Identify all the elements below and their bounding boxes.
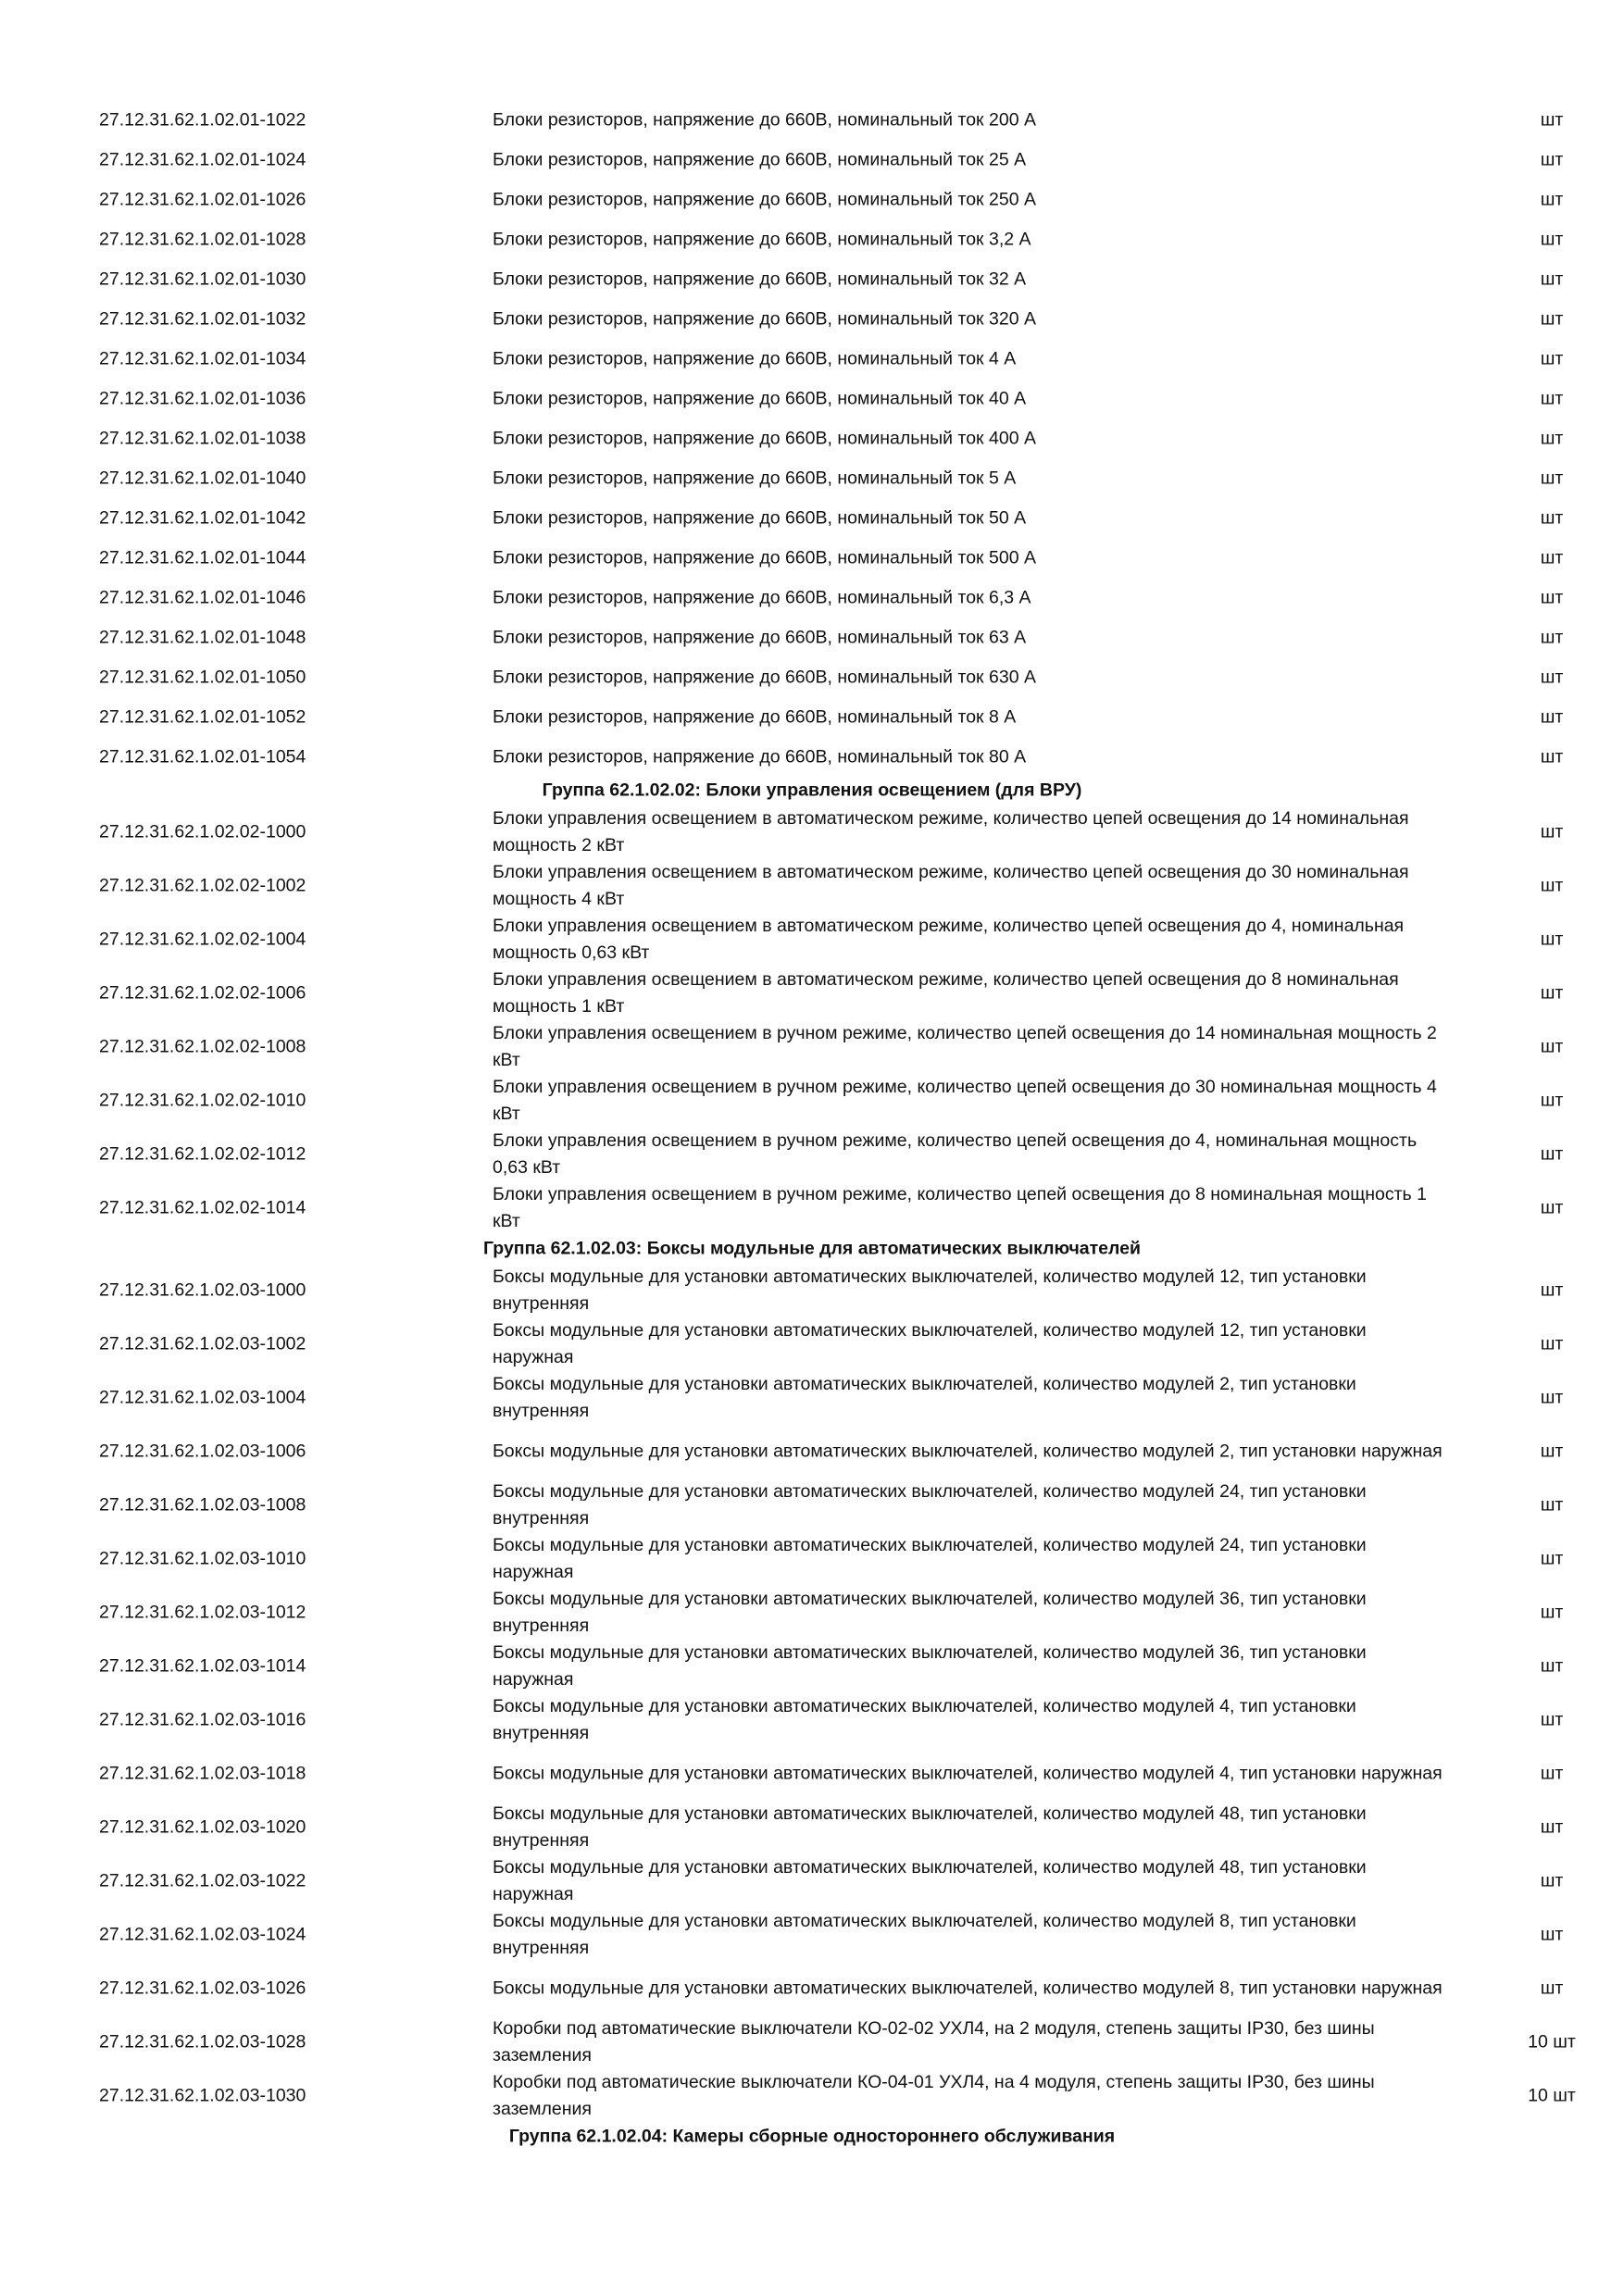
table-row xyxy=(0,379,1624,418)
item-unit: шт xyxy=(1540,627,1564,647)
item-unit: шт xyxy=(1540,507,1564,528)
group-title: Группа 62.1.02.03: Боксы модульные для автоматических выключателей xyxy=(482,1238,1141,1258)
item-code: 27.12.31.62.1.02.03-1002 xyxy=(99,1333,306,1354)
item-unit: шт xyxy=(1540,1143,1564,1165)
table-row xyxy=(0,1020,1624,1074)
item-name: Блоки управления освещением в автоматическом режиме, количество цепей освещения до 30 номинальная мощность 4 кВт xyxy=(493,862,1409,909)
item-name: Блоки управления освещением в автоматическом режиме, количество цепей освещения до 4, номинальная мощность 0,63 кВт xyxy=(493,916,1405,963)
table-row xyxy=(0,657,1624,697)
item-name: Боксы модульные для установки автоматических выключателей, количество модулей 2, тип установки внутренняя xyxy=(493,1374,1356,1421)
table-row xyxy=(0,299,1624,339)
item-unit: шт xyxy=(1540,1816,1564,1838)
item-name: Блоки резисторов, напряжение до 660В, номинальный ток 50 А xyxy=(493,507,1027,528)
item-code: 27.12.31.62.1.02.02-1006 xyxy=(99,982,306,1004)
item-name: Блоки резисторов, напряжение до 660В, номинальный ток 320 А xyxy=(493,308,1036,329)
item-name: Блоки резисторов, напряжение до 660В, номинальный ток 5 А xyxy=(493,468,1017,488)
table-row xyxy=(0,1693,1624,1747)
item-unit: 10 шт xyxy=(1528,2085,1576,2106)
item-code: 27.12.31.62.1.02.03-1026 xyxy=(99,1978,306,1999)
item-code: 27.12.31.62.1.02.03-1024 xyxy=(99,1924,306,1945)
item-code: 27.12.31.62.1.02.03-1012 xyxy=(99,1602,306,1623)
item-unit: шт xyxy=(1540,1441,1564,1462)
group-title: Группа 62.1.02.04: Камеры сборные одностороннего обслуживания xyxy=(508,2126,1116,2146)
item-unit: шт xyxy=(1540,667,1564,687)
table-row xyxy=(0,1801,1624,1854)
item-unit: шт xyxy=(1540,1924,1564,1945)
item-unit: шт xyxy=(1540,1763,1564,1784)
item-unit: шт xyxy=(1540,388,1564,408)
item-unit: шт xyxy=(1540,982,1564,1004)
item-code: 27.12.31.62.1.02.01-1048 xyxy=(99,627,306,647)
item-code: 27.12.31.62.1.02.02-1002 xyxy=(99,875,306,896)
item-code: 27.12.31.62.1.02.01-1050 xyxy=(99,667,306,687)
table-row xyxy=(0,1854,1624,1908)
item-name: Блоки резисторов, напряжение до 660В, номинальный ток 4 А xyxy=(493,348,1017,368)
item-code: 27.12.31.62.1.02.01-1044 xyxy=(99,547,306,568)
item-name: Блоки резисторов, напряжение до 660В, номинальный ток 6,3 А xyxy=(493,587,1031,607)
item-unit: шт xyxy=(1540,428,1564,448)
item-name: Коробки под автоматические выключатели КО-04-01 УХЛ4, на 4 модуля, степень защиты IP30, без шины заземления xyxy=(493,2072,1375,2119)
item-code: 27.12.31.62.1.02.01-1028 xyxy=(99,229,306,249)
item-unit: шт xyxy=(1540,1494,1564,1516)
table-row xyxy=(0,805,1624,859)
item-code: 27.12.31.62.1.02.01-1034 xyxy=(99,348,306,368)
item-code: 27.12.31.62.1.02.02-1000 xyxy=(99,821,306,842)
item-name: Блоки резисторов, напряжение до 660В, номинальный ток 630 А xyxy=(493,667,1036,687)
item-name: Боксы модульные для установки автоматических выключателей, количество модулей 2, тип установки наружная xyxy=(493,1441,1443,1462)
item-name: Боксы модульные для установки автоматических выключателей, количество модулей 4, тип установки наружная xyxy=(493,1763,1443,1784)
item-unit: шт xyxy=(1540,1655,1564,1677)
item-name: Боксы модульные для установки автоматических выключателей, количество модулей 8, тип установки наружная xyxy=(493,1978,1443,1999)
group-header-row xyxy=(0,2123,1624,2150)
item-name: Боксы модульные для установки автоматических выключателей, количество модулей 8, тип установки внутренняя xyxy=(493,1911,1356,1958)
table-row xyxy=(0,180,1624,219)
item-name: Блоки резисторов, напряжение до 660В, номинальный ток 8 А xyxy=(493,706,1017,727)
item-code: 27.12.31.62.1.02.02-1008 xyxy=(99,1036,306,1057)
item-code: 27.12.31.62.1.02.01-1024 xyxy=(99,149,306,169)
item-name: Коробки под автоматические выключатели КО-02-02 УХЛ4, на 2 модуля, степень защиты IP30, без шины заземления xyxy=(493,2018,1375,2065)
item-code: 27.12.31.62.1.02.03-1022 xyxy=(99,1870,306,1891)
table-row xyxy=(0,1747,1624,1801)
item-name: Блоки резисторов, напряжение до 660В, номинальный ток 3,2 А xyxy=(493,229,1031,249)
item-name: Боксы модульные для установки автоматических выключателей, количество модулей 36, тип установки наружная xyxy=(493,1642,1367,1690)
item-unit: 10 шт xyxy=(1528,2031,1576,2053)
item-unit: шт xyxy=(1540,1870,1564,1891)
item-unit: шт xyxy=(1540,229,1564,249)
table-row xyxy=(0,1317,1624,1371)
item-code: 27.12.31.62.1.02.02-1004 xyxy=(99,929,306,950)
item-code: 27.12.31.62.1.02.03-1010 xyxy=(99,1548,306,1569)
table-row xyxy=(0,1264,1624,1317)
item-name: Боксы модульные для установки автоматических выключателей, количество модулей 48, тип установки внутренняя xyxy=(493,1803,1367,1851)
table-row xyxy=(0,100,1624,140)
item-code: 27.12.31.62.1.02.01-1040 xyxy=(99,468,306,488)
item-unit: шт xyxy=(1540,1387,1564,1408)
item-unit: шт xyxy=(1540,189,1564,209)
item-name: Блоки резисторов, напряжение до 660В, номинальный ток 400 А xyxy=(493,428,1036,448)
item-code: 27.12.31.62.1.02.01-1038 xyxy=(99,428,306,448)
item-name: Блоки управления освещением в автоматическом режиме, количество цепей освещения до 8 номинальная мощность 1 кВт xyxy=(493,969,1399,1017)
item-code: 27.12.31.62.1.02.01-1054 xyxy=(99,746,306,767)
item-unit: шт xyxy=(1540,149,1564,169)
item-name: Боксы модульные для установки автоматических выключателей, количество модулей 24, тип установки наружная xyxy=(493,1535,1367,1582)
table-row xyxy=(0,1586,1624,1640)
item-unit: шт xyxy=(1540,468,1564,488)
item-name: Блоки резисторов, напряжение до 660В, номинальный ток 80 А xyxy=(493,746,1027,767)
item-unit: шт xyxy=(1540,1333,1564,1354)
item-code: 27.12.31.62.1.02.03-1016 xyxy=(99,1709,306,1730)
item-code: 27.12.31.62.1.02.01-1036 xyxy=(99,388,306,408)
item-name: Боксы модульные для установки автоматических выключателей, количество модулей 36, тип установки внутренняя xyxy=(493,1589,1367,1636)
item-unit: шт xyxy=(1540,1709,1564,1730)
item-name: Блоки резисторов, напряжение до 660В, номинальный ток 40 А xyxy=(493,388,1027,408)
item-unit: шт xyxy=(1540,348,1564,368)
group-header-row xyxy=(0,1235,1624,1262)
item-name: Боксы модульные для установки автоматических выключателей, количество модулей 4, тип установки внутренняя xyxy=(493,1696,1356,1743)
table-row xyxy=(0,2015,1624,2069)
item-unit: шт xyxy=(1540,821,1564,842)
table-row xyxy=(0,1908,1624,1962)
item-unit: шт xyxy=(1540,1279,1564,1301)
item-code: 27.12.31.62.1.02.01-1046 xyxy=(99,587,306,607)
table-row xyxy=(0,1479,1624,1532)
item-name: Блоки резисторов, напряжение до 660В, номинальный ток 25 А xyxy=(493,149,1027,169)
item-unit: шт xyxy=(1540,1602,1564,1623)
item-unit: шт xyxy=(1540,929,1564,950)
item-code: 27.12.31.62.1.02.01-1032 xyxy=(99,308,306,329)
table-row xyxy=(0,538,1624,578)
table-row xyxy=(0,1640,1624,1693)
table-row xyxy=(0,618,1624,657)
group-title: Группа 62.1.02.02: Блоки управления освещением (для ВРУ) xyxy=(542,780,1082,800)
item-unit: шт xyxy=(1540,268,1564,289)
item-unit: шт xyxy=(1540,1036,1564,1057)
table-row xyxy=(0,1371,1624,1425)
item-code: 27.12.31.62.1.02.02-1012 xyxy=(99,1143,306,1165)
table-row xyxy=(0,339,1624,379)
item-unit: шт xyxy=(1540,1197,1564,1218)
item-unit: шт xyxy=(1540,875,1564,896)
item-name: Блоки резисторов, напряжение до 660В, номинальный ток 250 А xyxy=(493,189,1036,209)
table-row xyxy=(0,1425,1624,1479)
item-name: Блоки резисторов, напряжение до 660В, номинальный ток 32 А xyxy=(493,268,1027,289)
item-code: 27.12.31.62.1.02.01-1022 xyxy=(99,109,306,130)
item-code: 27.12.31.62.1.02.01-1026 xyxy=(99,189,306,209)
table-row xyxy=(0,737,1624,777)
item-name: Блоки резисторов, напряжение до 660В, номинальный ток 500 А xyxy=(493,547,1036,568)
item-name: Боксы модульные для установки автоматических выключателей, количество модулей 48, тип установки наружная xyxy=(493,1857,1367,1904)
item-code: 27.12.31.62.1.02.03-1020 xyxy=(99,1816,306,1838)
item-name: Блоки управления освещением в ручном режиме, количество цепей освещения до 14 номинальная мощность 2 кВт xyxy=(493,1023,1437,1070)
table-row xyxy=(0,1128,1624,1181)
item-name: Боксы модульные для установки автоматических выключателей, количество модулей 12, тип установки внутренняя xyxy=(493,1267,1367,1314)
table-row xyxy=(0,967,1624,1020)
table-row xyxy=(0,913,1624,967)
item-code: 27.12.31.62.1.02.01-1052 xyxy=(99,706,306,727)
item-code: 27.12.31.62.1.02.03-1014 xyxy=(99,1655,306,1677)
item-name: Блоки резисторов, напряжение до 660В, номинальный ток 63 А xyxy=(493,627,1027,647)
item-name: Боксы модульные для установки автоматических выключателей, количество модулей 24, тип установки внутренняя xyxy=(493,1481,1367,1529)
item-unit: шт xyxy=(1540,587,1564,607)
group-header-row xyxy=(0,777,1624,804)
item-name: Блоки управления освещением в ручном режиме, количество цепей освещения до 4, номинальная мощность 0,63 кВт xyxy=(493,1130,1418,1178)
table-row xyxy=(0,1181,1624,1235)
item-code: 27.12.31.62.1.02.03-1030 xyxy=(99,2085,306,2106)
item-name: Блоки резисторов, напряжение до 660В, номинальный ток 200 А xyxy=(493,109,1036,130)
table-row xyxy=(0,259,1624,299)
table-row xyxy=(0,1962,1624,2015)
item-code: 27.12.31.62.1.02.03-1018 xyxy=(99,1763,306,1784)
item-code: 27.12.31.62.1.02.03-1008 xyxy=(99,1494,306,1516)
item-unit: шт xyxy=(1540,547,1564,568)
item-code: 27.12.31.62.1.02.03-1004 xyxy=(99,1387,306,1408)
item-unit: шт xyxy=(1540,706,1564,727)
item-unit: шт xyxy=(1540,1978,1564,1999)
item-code: 27.12.31.62.1.02.01-1030 xyxy=(99,268,306,289)
table-row xyxy=(0,418,1624,458)
item-unit: шт xyxy=(1540,109,1564,130)
table-row xyxy=(0,1074,1624,1128)
table-row xyxy=(0,219,1624,259)
item-code: 27.12.31.62.1.02.02-1010 xyxy=(99,1090,306,1111)
table-row xyxy=(0,1532,1624,1586)
table-row xyxy=(0,140,1624,180)
item-code: 27.12.31.62.1.02.01-1042 xyxy=(99,507,306,528)
table-row xyxy=(0,458,1624,498)
table-row xyxy=(0,578,1624,618)
table-row xyxy=(0,498,1624,538)
price-list-table xyxy=(0,100,1624,2152)
item-code: 27.12.31.62.1.02.03-1000 xyxy=(99,1279,306,1301)
item-code: 27.12.31.62.1.02.02-1014 xyxy=(99,1197,306,1218)
table-row xyxy=(0,697,1624,737)
item-name: Блоки управления освещением в автоматическом режиме, количество цепей освещения до 14 номинальная мощность 2 кВт xyxy=(493,808,1409,855)
item-code: 27.12.31.62.1.02.03-1006 xyxy=(99,1441,306,1462)
table-row xyxy=(0,859,1624,913)
table-row xyxy=(0,2069,1624,2123)
item-name: Блоки управления освещением в ручном режиме, количество цепей освещения до 8 номинальная мощность 1 кВт xyxy=(493,1184,1427,1231)
item-unit: шт xyxy=(1540,308,1564,329)
item-unit: шт xyxy=(1540,1548,1564,1569)
item-unit: шт xyxy=(1540,1090,1564,1111)
item-unit: шт xyxy=(1540,746,1564,767)
item-name: Блоки управления освещением в ручном режиме, количество цепей освещения до 30 номинальная мощность 4 кВт xyxy=(493,1077,1437,1124)
item-name: Боксы модульные для установки автоматических выключателей, количество модулей 12, тип установки наружная xyxy=(493,1320,1367,1367)
item-code: 27.12.31.62.1.02.03-1028 xyxy=(99,2031,306,2053)
